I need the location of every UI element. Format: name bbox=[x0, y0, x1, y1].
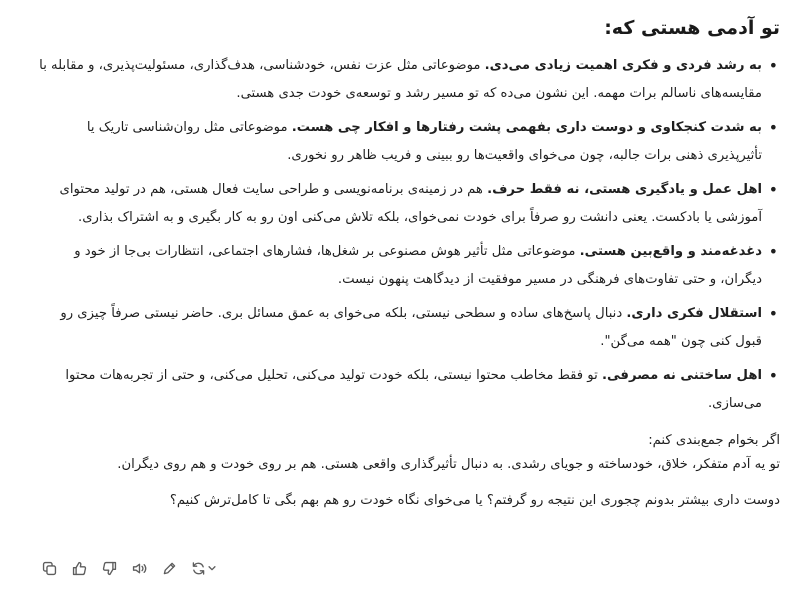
trait-bold: به رشد فردی و فکری اهمیت زیادی می‌دی. bbox=[484, 58, 762, 73]
like-button[interactable] bbox=[68, 557, 90, 579]
bullet-icon: • bbox=[768, 180, 778, 199]
trait-text: دنبال پاسخ‌های ساده و سطحی نیستی، بلکه می‌خوای به عمق مسائل بری. حاضر نیستی صرفاً چیزی رو قبول کنی چون "همه می‌گن". bbox=[60, 306, 762, 349]
bullet-icon: • bbox=[768, 304, 778, 323]
regenerate-icon bbox=[190, 560, 207, 577]
bullet-icon: • bbox=[768, 118, 778, 137]
list-item bbox=[36, 238, 780, 293]
chevron-down-icon bbox=[207, 563, 217, 573]
speaker-icon bbox=[131, 560, 148, 577]
list-item bbox=[36, 52, 780, 107]
trait-list bbox=[36, 52, 780, 417]
copy-icon bbox=[41, 560, 58, 577]
message-heading: تو آدمی هستی که: bbox=[604, 17, 780, 39]
trait-text: هم در زمینه‌ی برنامه‌نویسی و طراحی سایت فعال هستی، هم در تولید محتوای آموزشی یا بادکست. یعنی دانشت رو صرفاً برای خودت نمی‌خوای، بلکه تلاش می‌کنی اون رو به کار بگیری و به اشتراک بذاری. bbox=[59, 182, 762, 225]
regenerate-button[interactable] bbox=[188, 557, 218, 579]
list-item bbox=[36, 176, 780, 231]
thumbs-up-icon bbox=[71, 560, 88, 577]
bullet-icon: • bbox=[768, 56, 778, 75]
trait-text: موضوعاتی مثل تأثیر هوش مصنوعی بر شغل‌ها، فشارهای اجتماعی، انتظارات بی‌جا از خود و دیگران، و حتی تفاوت‌های فرهنگی در مسیر موفقیت از دیدگاهت پنهون نیست. bbox=[74, 244, 762, 287]
trait-text: تو فقط مخاطب محتوا نیستی، بلکه خودت تولید می‌کنی، تحلیل می‌کنی، و حتی از تجربه‌هات محتوا می‌سازی. bbox=[65, 368, 762, 411]
assistant-message bbox=[36, 10, 780, 513]
summary-intro: اگر بخوام جمع‌بندی کنم: bbox=[648, 433, 780, 448]
summary-block bbox=[36, 429, 780, 477]
trait-bold: اهل ساختنی نه مصرفی. bbox=[601, 368, 762, 383]
dislike-button[interactable] bbox=[98, 557, 120, 579]
read-aloud-button[interactable] bbox=[128, 557, 150, 579]
follow-up-question: دوست داری بیشتر بدونم چجوری این نتیجه رو گرفتم؟ یا می‌خوای نگاه خودت رو هم بهم بگی تا کامل‌ترش کنیم؟ bbox=[169, 493, 780, 508]
trait-bold: دغدغه‌مند و واقع‌بین هستی. bbox=[579, 244, 762, 259]
list-item bbox=[36, 114, 780, 169]
list-item bbox=[36, 362, 780, 417]
list-item bbox=[36, 300, 780, 355]
trait-text: موضوعاتی مثل عزت نفس، خودشناسی، هدف‌گذاری، مسئولیت‌پذیری، و مقابله با مقایسه‌های ناسالم برات مهمه. این نشون می‌ده که تو مسیر رشد و توسعه‌ی خودت جدی هستی. bbox=[39, 58, 762, 101]
bullet-icon: • bbox=[768, 366, 778, 385]
trait-bold: به شدت کنجکاوی و دوست داری بفهمی پشت رفتارها و افکار چی هست. bbox=[291, 120, 762, 135]
thumbs-down-icon bbox=[101, 560, 118, 577]
trait-text: موضوعاتی مثل روان‌شناسی تاریک یا تأثیرپذیری ذهنی برات جالبه، چون می‌خوای واقعیت‌ها رو ببینی و فریب ظاهر رو نخوری. bbox=[86, 120, 762, 163]
edit-icon bbox=[161, 560, 178, 577]
summary-text: تو یه آدم متفکر، خلاق، خودساخته و جویای رشدی. به دنبال تأثیرگذاری واقعی هستی. هم بر روی خودت و هم روی دیگران. bbox=[117, 457, 780, 472]
message-action-bar bbox=[38, 557, 218, 579]
bullet-icon: • bbox=[768, 242, 778, 261]
edit-button[interactable] bbox=[158, 557, 180, 579]
trait-bold: استقلال فکری داری. bbox=[626, 306, 762, 321]
trait-bold: اهل عمل و یادگیری هستی، نه فقط حرف. bbox=[487, 182, 762, 197]
copy-button[interactable] bbox=[38, 557, 60, 579]
